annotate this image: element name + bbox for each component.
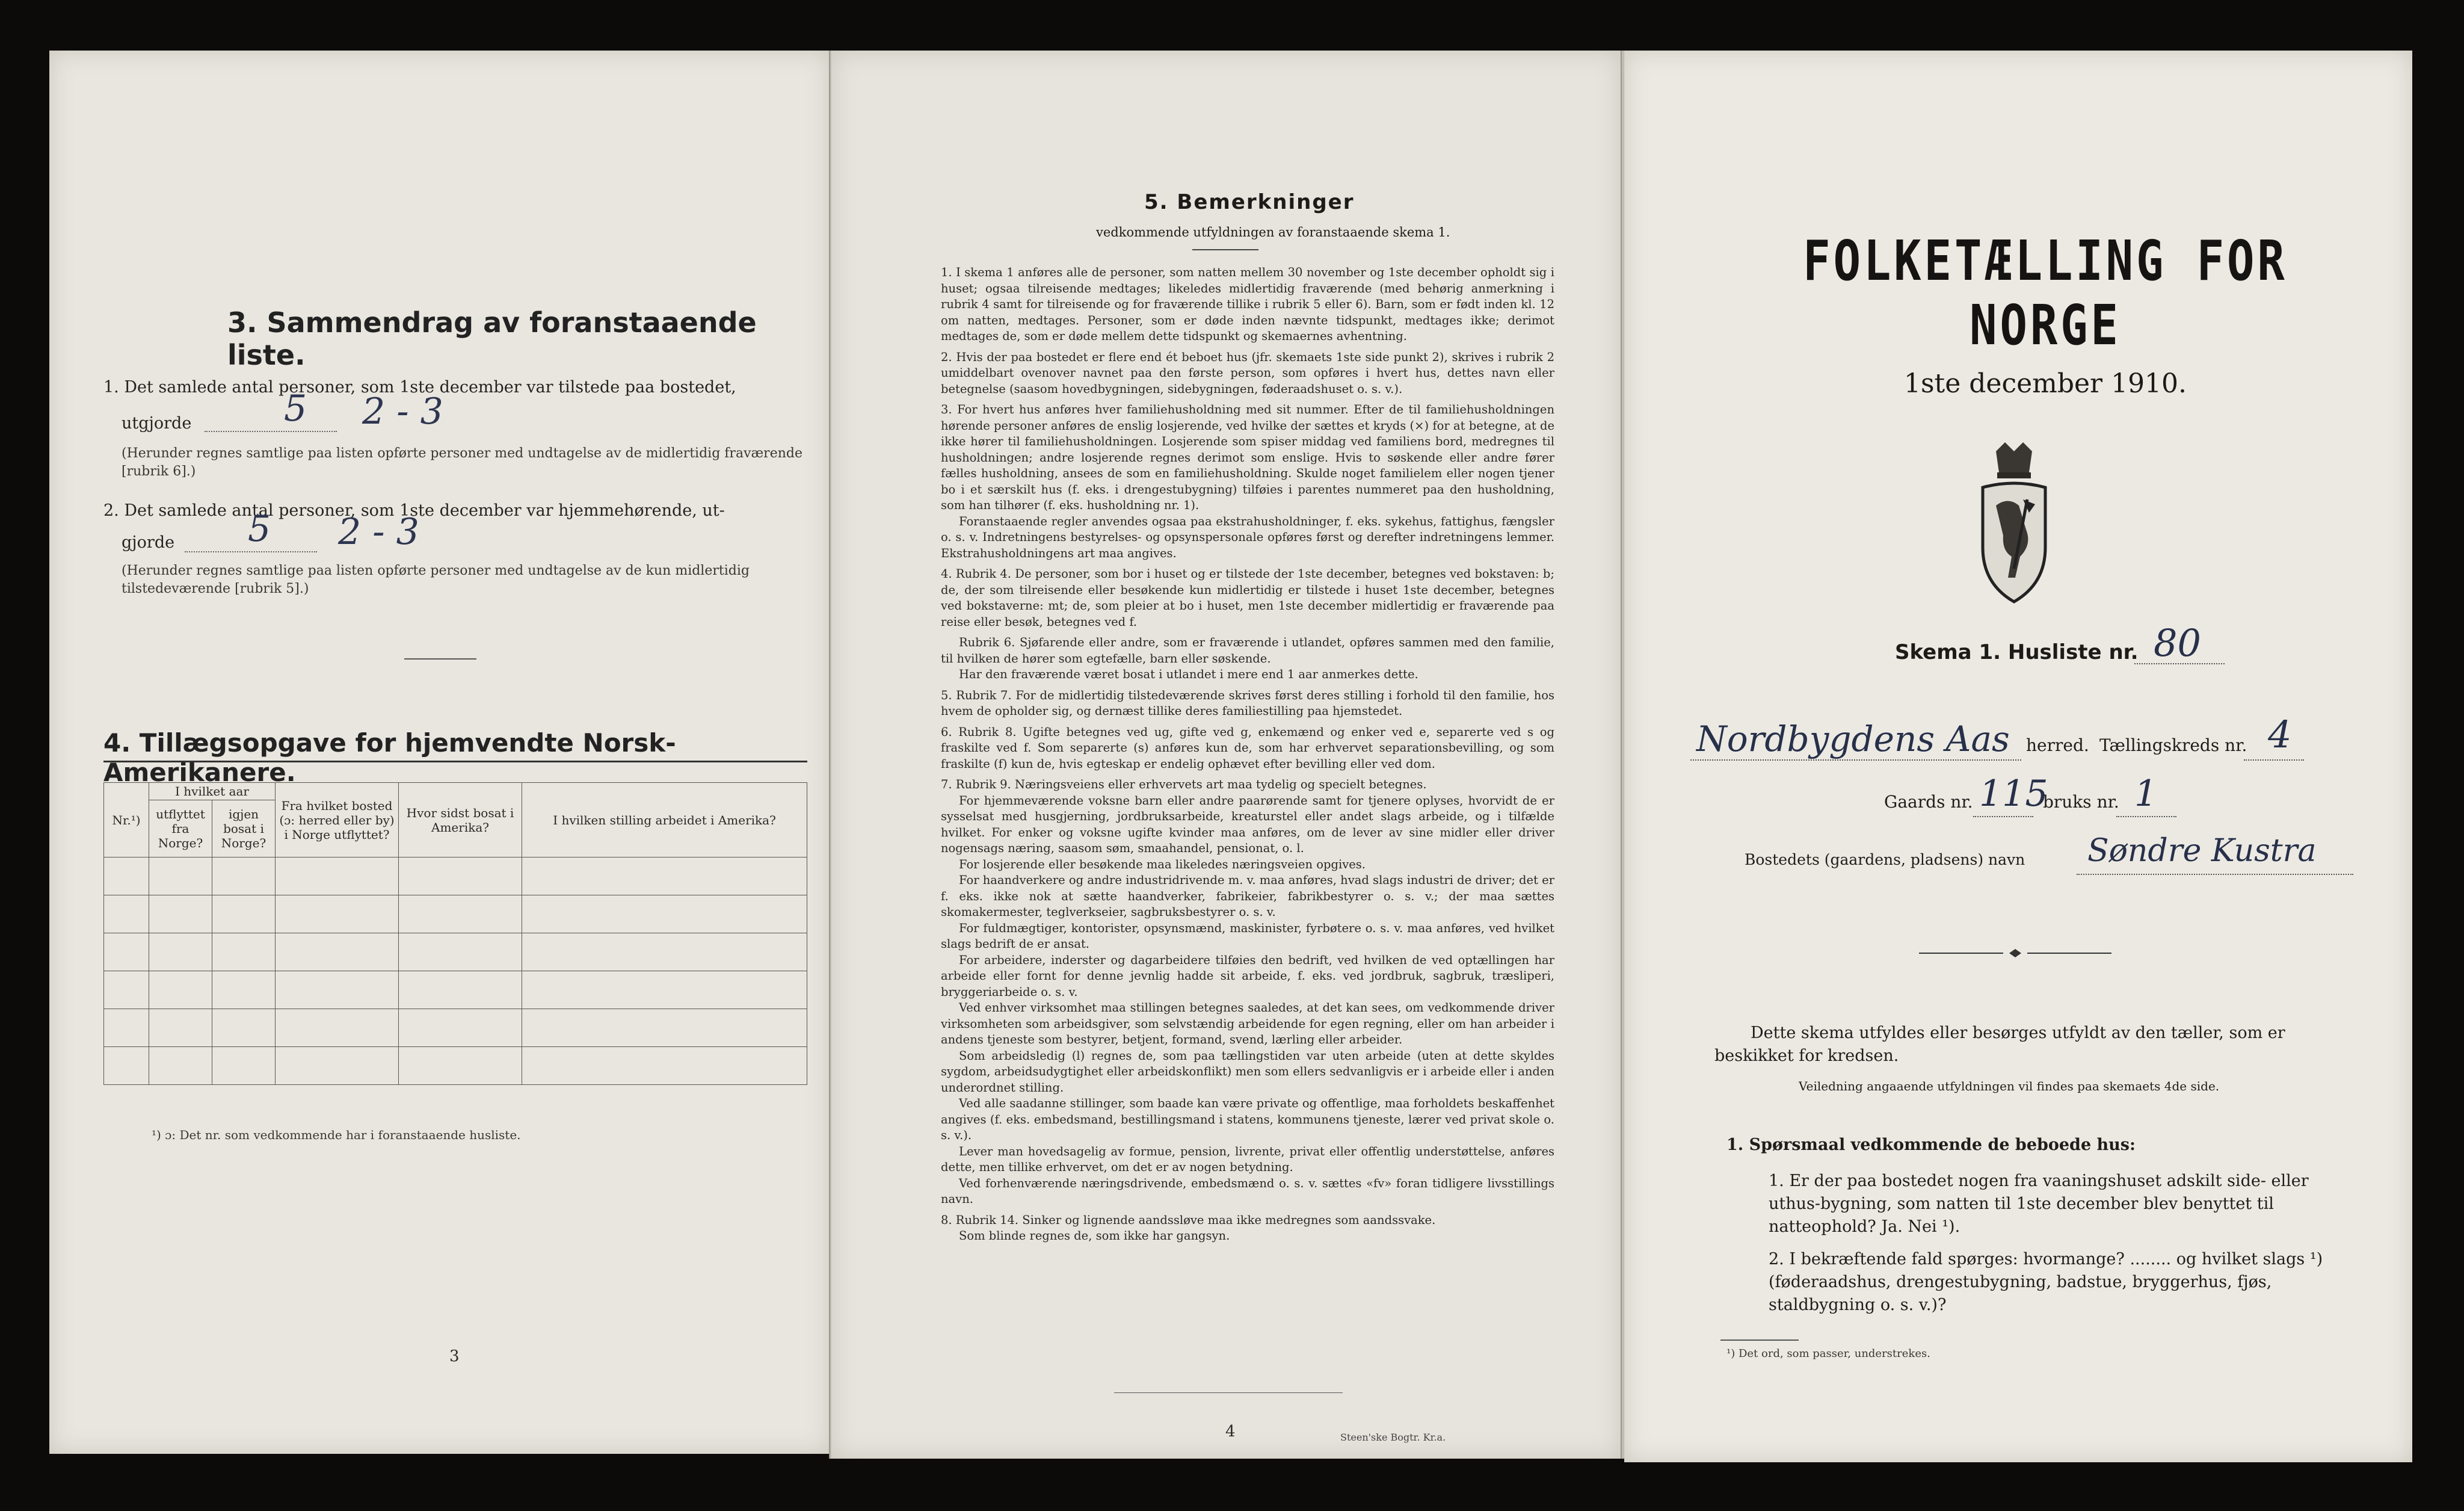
item2-handwritten: 2 - 3 [338, 511, 419, 553]
separator-rule [404, 658, 476, 660]
table-row [104, 933, 807, 971]
page-number-middle: 4 [1225, 1423, 1236, 1441]
remark-paragraph: For haandverkere og andre industridrivende m. v. maa anføres, hvad slags industri de driver; det er f. eks. ikke nok at sætte haandverker, fabrikeier, fabrikbestyrer o. s. v.; der maa sættes skomakermester, teglverkseier, sagbruksbestyrer o. s. v. [941, 873, 1554, 919]
remarks-title: 5. Bemerkninger [1144, 190, 1355, 214]
table-cell[interactable] [399, 933, 522, 971]
norway-coat-of-arms-icon [1972, 439, 2056, 608]
table-cell[interactable] [276, 1009, 399, 1047]
remark-paragraph: 4. Rubrik 4. De personer, som bor i huset og er tilstede der 1ste december, betegnes ved bokstaven: b; de, der som tilreisende eller besøkende kun midlertidig er tilstede i huset 1ste december, betegnes ved bokstaverne: mt; de, som pleier at bo i huset, men 1ste december midlertidig er fraværende paa reise eller besøk, betegnes ved f. [941, 567, 1554, 629]
ornament-divider-icon [1919, 947, 2111, 959]
table-cell[interactable] [149, 895, 212, 933]
question-2: 2. I bekræftende fald spørges: hvormange? ........ og hvilket slags ¹) (føderaadshus, drengestubygning, badstue, bryggerhus, fjøs, staldbygning o. s. v.)? [1769, 1250, 2323, 1314]
table-cell[interactable] [276, 895, 399, 933]
th-utflyttet: utflyttet fra Norge? [149, 800, 212, 857]
table-row [104, 1009, 807, 1047]
remark-paragraph: 2. Hvis der paa bostedet er flere end ét beboet hus (jfr. skemaets 1ste side punkt 2), skrives i rubrik 2 umiddelbart ovenover navnet paa den første person, som opføres i hvert hus, dettes navn eller betegnelse (saasom hovedbygningen, sidebygningen, føderaadshuset o. s. v.). [941, 350, 1554, 396]
remark-paragraph: For hjemmeværende voksne barn eller andre paarørende samt for tjenere oplyses, hvorvidt de er sysselsat med husgjerning, jordbruksarbeide, kreaturstel eller andet slags arbeide, og i tilfælde hvilket. For enker og voksne ugifte kvinder maa anføres, om de lever av sine midler eller driver nogensags næring, saasom søm, smaahandel, pensionat, o. l. [941, 793, 1554, 855]
table-cell[interactable] [149, 933, 212, 971]
item2-value: 5 [248, 508, 271, 550]
remark-paragraph: 3. For hvert hus anføres hver familiehusholdning med sit nummer. Efter de til familiehusholdningen hørende personer anføres de enslig losjerende, ved hvilke der sættes et kryds (×) for at betegne, at de ikke hører til familiehusholdningen. Losjerende som spiser middag ved familiens bord, medregnes til husholdningen; andre losjerende regnes derimot som enslige. Hvis to søskende eller andre fører fælles husholdning, ansees de som en familiehusholdning. Skulde noget familielem eller nogen tjener bo i et særskilt hus (f. eks. i drengestubygning) tilføies i parentes nummeret paa den husholdning, som han tilhører (f. eks. husholdning nr. 1). [941, 403, 1554, 512]
remark-paragraph: Foranstaaende regler anvendes ogsaa paa ekstrahusholdninger, f. eks. sykehus, fattighus, fængsler o. s. v. Indretningens bestyrelses- og opsynspersonale opføres først og derefter indretningens lemmer. Ekstrahusholdningens art maa angives. [941, 514, 1554, 560]
remarks-end-rule [1114, 1392, 1343, 1393]
question-1: 1. Er der paa bostedet nogen fra vaaningshuset adskilt side- eller uthus-bygning, som natten til 1ste december blev benyttet til natteophold? Ja. Nei ¹). [1769, 1172, 2309, 1236]
table-cell[interactable] [276, 1047, 399, 1085]
item1-prefix: utgjorde [122, 414, 192, 433]
remark-paragraph: Ved enhver virksomhet maa stillingen betegnes saaledes, at det kan sees, om vedkommende driver virksomheten som arbeidsgiver, som selvstændig arbeidende for egen regning, eller om han arbeider i andens tjeneste som bestyrer, betjent, formand, svend, lærling eller arbeider. [941, 1001, 1554, 1046]
table-cell[interactable] [399, 1009, 522, 1047]
th-hvor: Hvor sidst bosat i Amerika? [399, 783, 522, 857]
census-title: FOLKETÆLLING FOR NORGE [1803, 229, 2288, 357]
table-cell[interactable] [212, 1047, 276, 1085]
table-cell[interactable] [522, 933, 807, 971]
census-date: 1ste december 1910. [1903, 368, 2187, 399]
section4-underline [103, 761, 807, 762]
table-cell[interactable] [104, 971, 149, 1009]
table-cell[interactable] [399, 857, 522, 895]
bosted-line [2077, 874, 2353, 875]
herred-line [1690, 759, 2021, 761]
page3-footnote: ¹) Det ord, som passer, understrekes. [1726, 1347, 1930, 1360]
table-cell[interactable] [522, 1047, 807, 1085]
gaards-line [1973, 816, 2033, 817]
page-number-left: 3 [449, 1347, 460, 1365]
table-cell[interactable] [212, 1009, 276, 1047]
bruks-nr[interactable]: 1 [2134, 773, 2158, 815]
table-cell[interactable] [522, 857, 807, 895]
item2-line1: 2. Det samlede antal personer, som 1ste december var hjemmehørende, ut- [103, 501, 725, 520]
table-cell[interactable] [522, 971, 807, 1009]
remark-paragraph: Som blinde regnes de, som ikke har gangsyn. [959, 1229, 1230, 1243]
table-row [104, 971, 807, 1009]
kreds-line [2244, 759, 2304, 761]
table-cell[interactable] [212, 933, 276, 971]
table-cell[interactable] [276, 857, 399, 895]
remarks-subtitle: vedkommende utfyldningen av foranstaaende skema 1. [1096, 225, 1450, 239]
table-cell[interactable] [212, 857, 276, 895]
table-cell[interactable] [399, 971, 522, 1009]
remark-paragraph: Ved alle saadanne stillinger, som baade kan være private og offentlige, maa forholdets beskaffenhet angives (f. eks. embedsmand, bestillingsmand i statens, kommunens tjeneste, lærer ved privat skole o. s. v.). [941, 1096, 1554, 1142]
th-group: I hvilket aar [149, 783, 276, 800]
herred-label: herred. [2026, 735, 2089, 755]
table-row [104, 895, 807, 933]
th-fra: Fra hvilket bosted (ɔ: herred eller by) i Norge utflyttet? [276, 783, 399, 857]
remark-paragraph: Som arbeidsledig (l) regnes de, som paa tællingstiden var uten arbeide (uten at dette skyldes sygdom, arbeidsudygtighet eller arbeidskonflikt) men som ellers sedvanligvis er i arbeide eller i anden underordnet stilling. [941, 1048, 1554, 1095]
remark-paragraph: Rubrik 6. Sjøfarende eller andre, som er fraværende i utlandet, opføres sammen med den familie, til hvilken de hører som egtefælle, barn eller søskende. [941, 635, 1554, 666]
table-cell[interactable] [104, 1047, 149, 1085]
page-middle [831, 51, 1621, 1459]
page-right [1624, 51, 2412, 1462]
remark-paragraph: For arbeidere, inderster og dagarbeidere tilføies den bedrift, ved hvilken de ved optællingen har arbeide eller fornt for denne jevnlig hadde sit arbeide, f. eks. ved jordbruk, sagbruk, træsliperi, bryggeriarbeide o. s. v. [941, 953, 1554, 999]
table-cell[interactable] [149, 857, 212, 895]
item1-handwritten: 2 - 3 [362, 391, 443, 433]
remarks-rule [1192, 249, 1258, 250]
table-cell[interactable] [104, 857, 149, 895]
skema-label: Skema 1. Husliste nr. [1895, 640, 2139, 664]
item1-line1: 1. Det samlede antal personer, som 1ste december var tilstede paa bostedet, [103, 378, 736, 397]
remark-paragraph: 8. Rubrik 14. Sinker og lignende aandssløve maa ikke medregnes som aandssvake. [941, 1213, 1436, 1227]
table-cell[interactable] [212, 895, 276, 933]
th-stilling: I hvilken stilling arbeidet i Amerika? [522, 783, 807, 857]
item1-note: (Herunder regnes samtlige paa listen opførte personer med undtagelse av de midlertidig fraværende [rubrik 6].) [122, 446, 802, 479]
table-cell[interactable] [104, 933, 149, 971]
item2-dotted-line [185, 551, 317, 552]
bruks-label: bruks nr. [2043, 792, 2119, 812]
table-cell[interactable] [522, 895, 807, 933]
table-cell[interactable] [399, 895, 522, 933]
table-cell[interactable] [399, 1047, 522, 1085]
fill-info: Dette skema utfyldes eller besørges utfyldt av den tæller, som er beskikket for kredsen. [1714, 1024, 2285, 1065]
item2-prefix: gjorde [122, 533, 175, 552]
printer-mark: Steen'ske Bogtr. Kr.a. [1340, 1432, 1446, 1443]
th-nr: Nr.¹) [104, 783, 149, 857]
table-cell[interactable] [104, 1009, 149, 1047]
norsk-amerikanere-table [103, 782, 807, 1085]
remark-paragraph: Har den fraværende været bosat i utlandet i mere end 1 aar anmerkes dette. [959, 667, 1418, 681]
remark-paragraph: 6. Rubrik 8. Ugifte betegnes ved ug, gifte ved g, enkemænd og enker ved e, separerte ved s og fraskilte ved f. Som separerte (s) anføres kun de, som har erhvervet separationsbevilling, og som fraskilte (f) kun de, hvis egteskap er endelig ophævet efter bevilling eller ved dom. [941, 725, 1554, 771]
herred-value[interactable]: Nordbygdens Aas [1696, 718, 2010, 759]
item1-dotted-line [205, 431, 337, 432]
table-cell[interactable] [104, 895, 149, 933]
remark-paragraph: Lever man hovedsagelig av formue, pension, livrente, privat eller offentlig understøttelse, anføres dette, men tillike erhvervet, om det er av nogen betydning. [941, 1144, 1554, 1174]
remark-paragraph: For fuldmægtiger, kontorister, opsynsmænd, maskinister, fyrbøtere o. s. v. maa anføres, ved hvilket slags bedrift de er ansat. [941, 921, 1554, 951]
bruks-line [2116, 816, 2176, 817]
gaards-nr[interactable]: 115 [1979, 773, 2048, 815]
table-row [104, 1047, 807, 1085]
item2-note: (Herunder regnes samtlige paa listen opførte personer med undtagelse av de kun midlertidig tilstedeværende [rubrik 5].) [122, 563, 750, 596]
item1-value: 5 [284, 388, 307, 430]
kreds-nr[interactable]: 4 [2268, 712, 2292, 756]
remark-paragraph: For losjerende eller besøkende maa likeledes næringsveien opgives. [959, 857, 1366, 871]
bosted-label: Bostedets (gaardens, pladsens) navn [1745, 851, 2025, 868]
bosted-value[interactable]: Søndre Kustra [2087, 833, 2317, 869]
page-left [49, 51, 830, 1454]
kreds-label: Tællingskreds nr. [2099, 735, 2247, 755]
remarks-body [941, 265, 1554, 1244]
remark-paragraph: 5. Rubrik 7. For de midlertidig tilstedeværende skrives først deres stilling i forhold til den familie, hos hvem de opholder sig, og dernæst tillike deres familiestilling paa hjemstedet. [941, 688, 1554, 718]
table-cell[interactable] [212, 971, 276, 1009]
remark-paragraph: 7. Rubrik 9. Næringsveiens eller erhvervets art maa tydelig og specielt betegnes. [941, 777, 1427, 791]
table-row [104, 857, 807, 895]
gaards-label: Gaards nr. [1884, 792, 1973, 812]
table-cell[interactable] [276, 971, 399, 1009]
section4-title: 4. Tillægsopgave for hjemvendte Norsk-Amerikanere. [103, 728, 676, 787]
table-cell[interactable] [149, 1047, 212, 1085]
table-cell[interactable] [276, 933, 399, 971]
remark-paragraph: 1. I skema 1 anføres alle de personer, som natten mellem 30 november og 1ste december opholdt sig i huset; ogsaa tilreisende medtages; likeledes midlertidig fraværende (med behørig anmerkning i rubrik 4 samt for tilreisende og for fraværende tillike i rubrik 5 eller 6). Barn, som er født inden kl. 12 om natten, medtages. Personer, som er døde inden nævnte tidspunkt, medtages ikke; derimot medtages de, som er døde mellem dette tidspunkt og skemaernes avhentning. [941, 265, 1554, 343]
questions-heading: 1. Spørsmaal vedkommende de beboede hus: [1726, 1136, 2136, 1154]
table-cell[interactable] [149, 971, 212, 1009]
footnote-rule [1720, 1340, 1799, 1341]
table-cell[interactable] [522, 1009, 807, 1047]
remark-paragraph: Ved forhenværende næringsdrivende, embedsmænd o. s. v. sættes «fv» foran tidligere livsstillings navn. [941, 1176, 1554, 1206]
table-footnote: ¹) ɔ: Det nr. som vedkommende har i foranstaaende husliste. [152, 1128, 521, 1142]
section3-title: 3. Sammendrag av foranstaaende liste. [227, 306, 757, 371]
husliste-nr[interactable]: 80 [2154, 621, 2201, 665]
guide-note: Veiledning angaaende utfyldningen vil findes paa skemaets 4de side. [1799, 1079, 2220, 1093]
table-cell[interactable] [149, 1009, 212, 1047]
th-igjen: igjen bosat i Norge? [212, 800, 276, 857]
